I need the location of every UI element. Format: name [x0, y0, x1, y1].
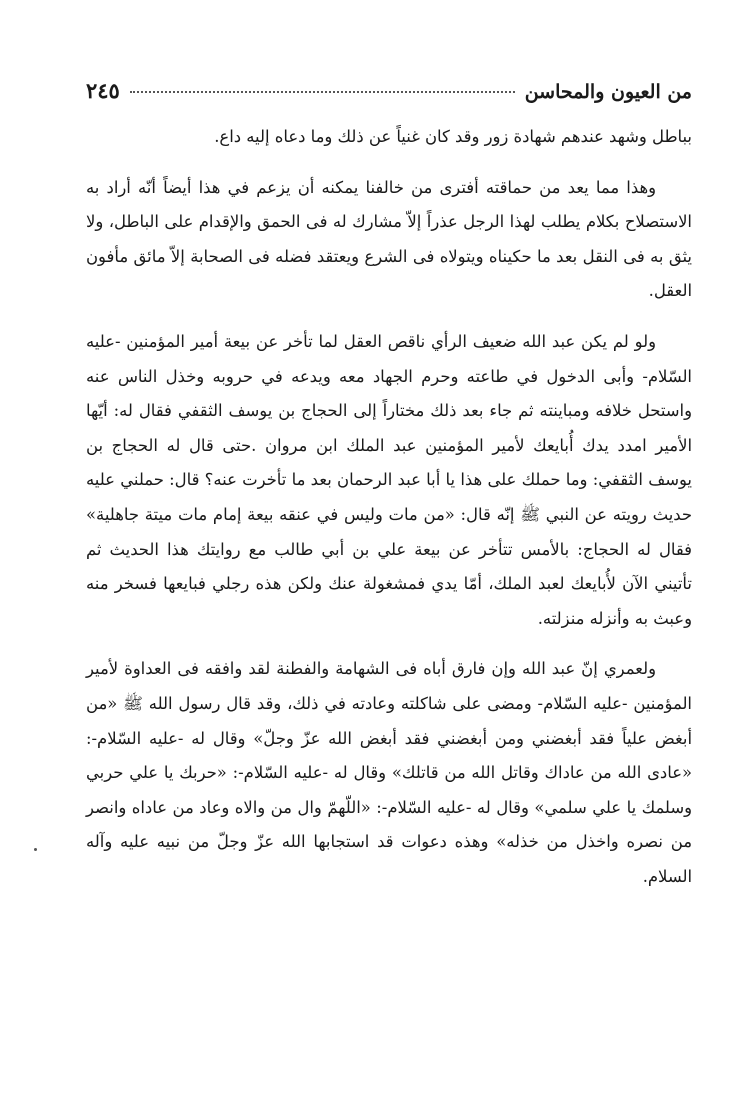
paragraph-4: ولعمري إنّ عبد الله وإن فارق أباه فى الشهامة والفطنة لقد وافقه فى العداوة لأمير المؤمنين -عليه السّلام- ومضى على شاكلته وعادته في ذلك، وقد قال رسول الله ﷺ «من أبغض علياً فقد أبغضني ومن أبغضني فقد أبغض الله عزّ وجلّ» وقال له -عليه السّلام-: «عادى الله من عاداك وقاتل الله من قاتلك» وقال له -عليه السّلام-: «حربك يا علي حربي وسلمك يا علي سلمي» وقال له -عليه السّلام-: «اللّهمّ وال من والاه وعاد من عاداه وانصر من نصره واخذل من خذله» وهذه دعوات قد استجابها الله عزّ وجلّ من نبيه عليه وآله السلام.	[86, 659, 692, 886]
header-dotted-leader	[130, 91, 515, 93]
paragraph-3: ولو لم يكن عبد الله ضعيف الرأي ناقص العقل لما تأخر عن بيعة أمير المؤمنين -عليه السّلام- وأبى الدخول في طاعته وحرم الجهاد معه ويدعه في حروبه وخذل الناس عنه واستحل خلافه ومباينته ثم جاء بعد ذلك مختاراً إلى الحجاج بن يوسف الثقفي فقال له: أيّها الأمير امدد يدك أُبايعك لأمير المؤمنين عبد الملك ابن مروان .حتى قال له الحجاج بن يوسف الثقفي: وما حملك على هذا يا أبا عبد الرحمان بعد ما تأخرت عنه؟ قال: حملني عليه حديث رويته عن النبي ﷺ إنّه قال: «من مات وليس في عنقه بيعة إمام مات ميتة جاهلية» فقال له الحجاج: بالأمس تتأخر عن بيعة علي بن أبي طالب مع روايتك هذا الحديث ثم تأتيني الآن لأُبايعك لعبد الملك، أمّا يدي فمشغولة عنك ولكن هذه رجلي فبايعها فسخر منه وعبث به وأنزله منزلته.	[86, 331, 692, 628]
running-header	[86, 78, 692, 112]
page-number: ٢٤٥	[86, 78, 120, 103]
paragraph-1: بباطل وشهد عندهم شهادة زور وقد كان غنياً عن ذلك وما دعاه إليه داع.	[214, 127, 692, 146]
body-text	[86, 120, 692, 894]
margin-speck	[34, 848, 37, 851]
header-title: من العيون والمحاسن	[524, 81, 692, 103]
paragraph-2: وهذا مما يعد من حماقته أفترى من خالفنا يمكنه أن يزعم في هذا أيضاً أنّه أراد به الاستصلاح بكلام يطلب لهذا الرجل عذراً إلاّ مشارك له فى الحمق والإقدام على الباطل، ولا يثق به فى النقل بعد ما حكيناه ويتولاه فى الشرع ويعتقد فضله فى الصحابة إلاّ مائق مأفون العقل.	[86, 177, 692, 301]
book-page	[86, 78, 692, 910]
